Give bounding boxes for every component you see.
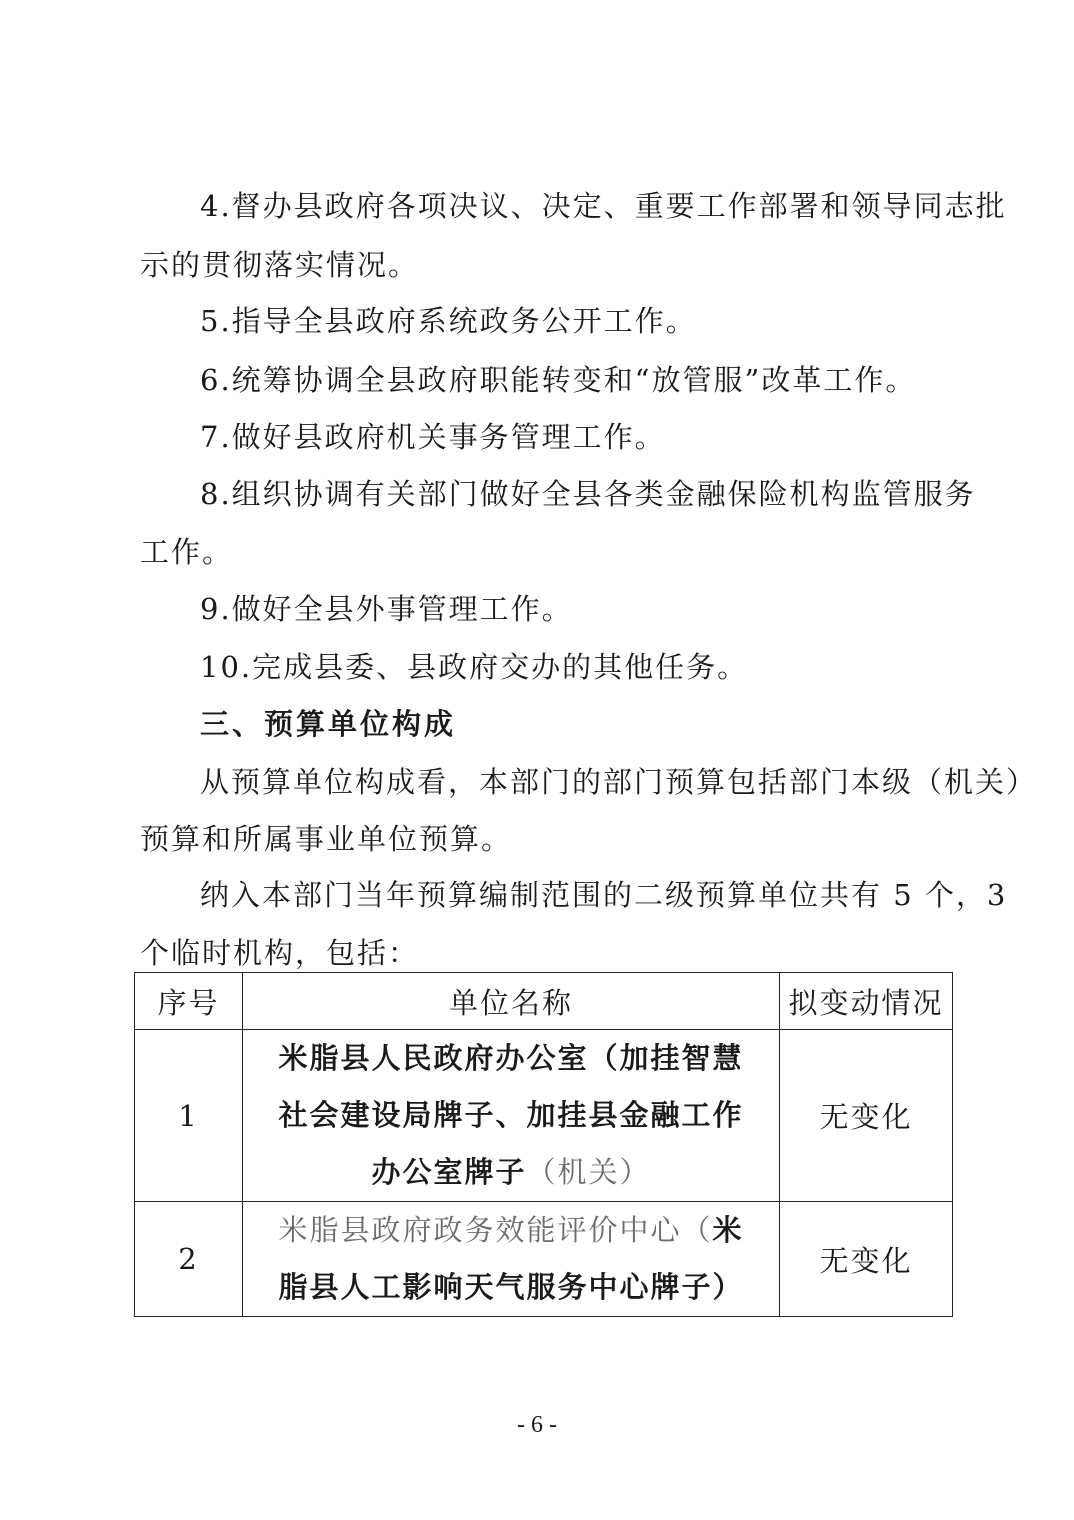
- paragraph-item-8: 8.组织协调有关部门做好全县各类金融保险机构监管服务: [200, 477, 976, 511]
- table-row: [135, 1202, 953, 1317]
- planned-change: 无变化: [780, 1202, 953, 1317]
- paragraph-item-10: 10.完成县委、县政府交办的其他任务。: [200, 650, 749, 684]
- paragraph-item-9: 9.做好全县外事管理工作。: [200, 592, 573, 626]
- unit-name-part: 米: [712, 1213, 744, 1247]
- row-index: 2: [135, 1202, 243, 1317]
- paragraph-item-4-continued: 示的贯彻落实情况。: [140, 248, 420, 282]
- paragraph-item-7: 7.做好县政府机关事务管理工作。: [200, 420, 666, 454]
- unit-name-line: 脂县人工影响天气服务中心牌子）: [278, 1270, 744, 1304]
- planned-change: 无变化: [780, 1030, 953, 1202]
- row-index: 1: [135, 1030, 243, 1202]
- composition-paragraph-continued: 预算和所属事业单位预算。: [140, 822, 513, 856]
- unit-name-part: （机关）: [526, 1155, 651, 1189]
- composition-paragraph: 从预算单位构成看，本部门的部门预算包括部门本级（机关）: [200, 765, 1038, 799]
- paragraph-item-8-continued: 工作。: [140, 535, 234, 569]
- unit-name-part: 办公室牌子: [371, 1155, 527, 1189]
- unit-name: [243, 1030, 780, 1202]
- header-planned-change: 拟变动情况: [780, 973, 953, 1030]
- unit-name-line: [243, 1202, 779, 1259]
- paragraph-item-5: 5.指导全县政府系统政务公开工作。: [200, 304, 697, 338]
- header-unit-name: 单位名称: [243, 973, 780, 1030]
- table-header-row: [135, 973, 953, 1030]
- unit-name-part: 米脂县政府政务效能评价中心（: [278, 1213, 713, 1247]
- unit-name: [243, 1202, 780, 1317]
- unit-name-line: [243, 1144, 779, 1201]
- page-number: - 6 -: [517, 1412, 557, 1438]
- scope-paragraph-continued: 个临时机构，包括：: [140, 936, 420, 970]
- scope-paragraph: 纳入本部门当年预算编制范围的二级预算单位共有 5 个，3: [200, 878, 1008, 912]
- paragraph-item-6: 6.统筹协调全县政府职能转变和“放管服”改革工作。: [200, 363, 917, 397]
- unit-name-line: 社会建设局牌子、加挂县金融工作: [278, 1098, 744, 1132]
- unit-name-line: 米脂县人民政府办公室（加挂智慧: [278, 1041, 744, 1075]
- header-index: 序号: [135, 973, 243, 1030]
- table-row: [135, 1030, 953, 1202]
- section-heading: 三、预算单位构成: [200, 707, 457, 741]
- budget-units-table: [134, 972, 953, 1317]
- paragraph-item-4: 4.督办县政府各项决议、决定、重要工作部署和领导同志批: [200, 189, 1007, 223]
